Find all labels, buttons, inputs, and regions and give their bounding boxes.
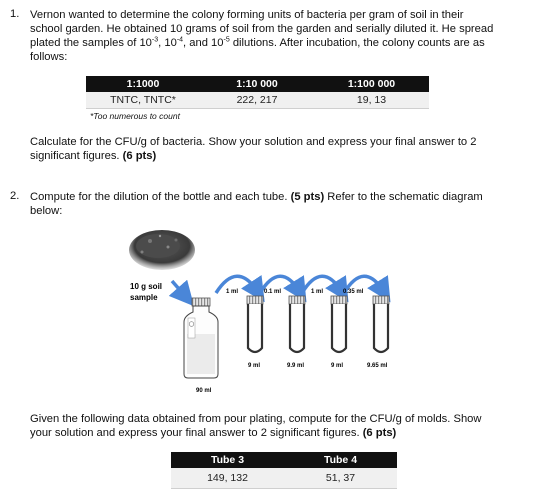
soil-sample-image (129, 230, 195, 270)
test-tube-1 (247, 296, 263, 352)
question-2-given (30, 412, 481, 440)
table-header: Tube 4 (284, 452, 397, 468)
q2-line-1: Compute for the dilution of the bottle and each tube. (5 pts) Refer to the schematic diagram (30, 191, 483, 203)
q1-calc-line-2: significant figures. (6 pts) (30, 150, 157, 162)
tube-volume-3: 9 ml (331, 363, 344, 369)
soil-label-line-1: 10 g soil (130, 282, 163, 291)
table-header: Tube 3 (171, 452, 284, 468)
tube-volume-2: 9.9 ml (287, 363, 305, 369)
soil-label-line-2: sample (130, 293, 158, 302)
table-cell: TNTC, TNTC* (86, 92, 200, 109)
table-header: 1:100 000 (314, 76, 429, 92)
tube-volume-4: 9.65 ml (367, 363, 388, 369)
q1-line-2: school garden. He obtained 10 grams of soil from the garden and serially diluted it. He spread (30, 23, 494, 35)
table-cell: 222, 217 (200, 92, 314, 109)
test-tube-2 (289, 296, 305, 352)
test-tube-4 (373, 296, 389, 352)
test-tube-3 (331, 296, 347, 352)
bottle-volume-label: 90 ml (196, 388, 212, 394)
question-2-number: 2. (10, 190, 20, 202)
arrow-soil-to-bottle (172, 281, 186, 297)
dilution-bottle (184, 298, 218, 378)
table-footnote: *Too numerous to count (90, 111, 180, 121)
q2-given-line-1: Given the following data obtained from pour plating, compute for the CFU/g of molds. Show (30, 413, 482, 425)
transfer-label-4: 0.35 ml (343, 289, 364, 295)
table-header: 1:1000 (86, 76, 200, 92)
q2-line-2: below: (30, 205, 63, 217)
transfer-label-3: 1 ml (311, 289, 324, 295)
table-cell: 19, 13 (314, 92, 429, 109)
question-1-number: 1. (10, 8, 20, 20)
tube-counts-table (171, 452, 397, 489)
q1-line-1: Vernon wanted to determine the colony forming units of bacteria per gram of soil in their (30, 9, 464, 21)
tube-volume-1: 9 ml (248, 363, 261, 369)
table-cell: 149, 132 (171, 468, 284, 489)
transfer-label-2: 0.1 ml (264, 289, 282, 295)
table-header: 1:10 000 (200, 76, 314, 92)
transfer-label-1: 1 ml (226, 289, 239, 295)
table-cell: 51, 37 (284, 468, 397, 489)
q1-line-3: plated the samples of $10^{-3}$, $10^{-4}$, and $10^{-5}$ dilutions. After incubation, the colony counts are as (30, 36, 485, 49)
q1-line-4: follows: (30, 51, 68, 63)
table-row (171, 468, 397, 489)
q2-given-line-2: your solution and express your final answer to 2 significant figures. (6 pts) (30, 427, 397, 439)
q1-calc-line-1: Calculate for the CFU/g of bacteria. Show your solution and express your final answer to 2 (30, 136, 477, 148)
